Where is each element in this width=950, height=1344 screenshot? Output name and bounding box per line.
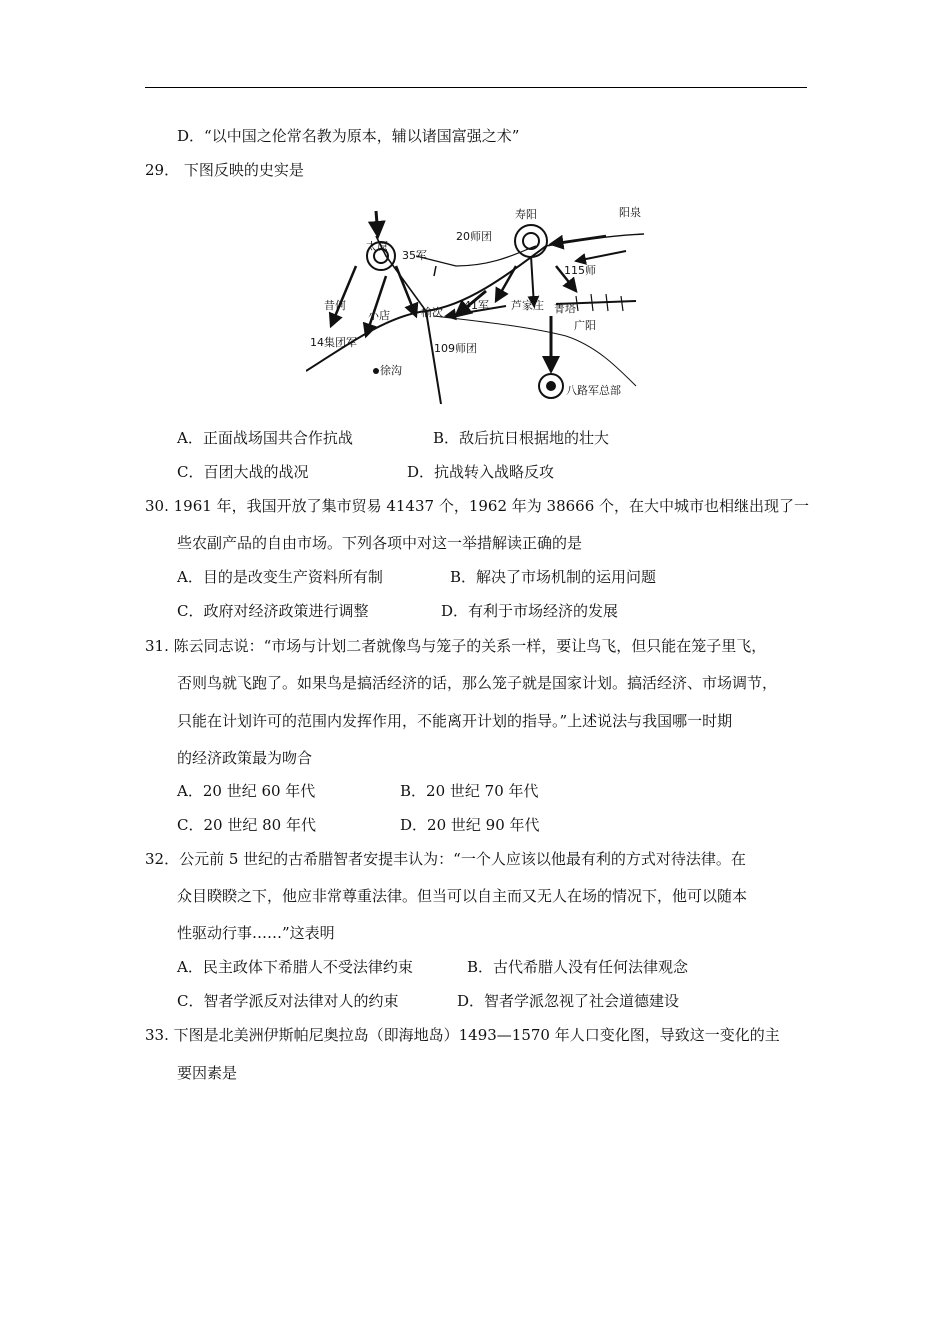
map-label-division20: 20师团	[456, 230, 492, 243]
q30-option-b[interactable]: B．解决了市场机制的运用问题	[450, 568, 657, 586]
q29-battle-map	[306, 196, 644, 404]
q29-option-d[interactable]: D．抗战转入战略反攻	[407, 463, 555, 481]
q31-stem-line3: 只能在计划许可的范围内发挥作用，不能离开计划的指导。”上述说法与我国哪一时期	[177, 712, 733, 730]
map-label-army35: 35军	[402, 249, 427, 262]
map-label-group14: 14集团军	[310, 336, 357, 349]
q31-option-b[interactable]: B．20 世纪 70 年代	[400, 782, 539, 800]
q33-stem-line2: 要因素是	[177, 1064, 238, 1082]
q30-stem-line2: 些农副产品的自由市场。下列各项中对这一举措解读正确的是	[177, 534, 583, 552]
q29-option-a[interactable]: A．正面战场国共合作抗战	[177, 429, 353, 447]
map-label-xihe: 昔何	[324, 299, 346, 312]
q32-option-d[interactable]: D．智者学派忽视了社会道德建设	[457, 992, 680, 1010]
q32-stem-line1: 32．公元前 5 世纪的古希腊智者安提丰认为：“一个人应该以他最有利的方式对待法律。在	[145, 850, 746, 868]
map-label-xiaodian: 小店	[368, 309, 390, 322]
q32-option-b[interactable]: B．古代希腊人没有任何法律观念	[467, 958, 689, 976]
q29-option-b[interactable]: B．敌后抗日根据地的壮大	[433, 429, 610, 447]
q31-option-a[interactable]: A．20 世纪 60 年代	[177, 782, 316, 800]
q30-option-c[interactable]: C．政府对经济政策进行调整	[177, 602, 369, 620]
map-label-taiyuan: 太原	[366, 240, 388, 253]
header-rule	[145, 87, 807, 88]
q32-stem-line3: 性驱动行事……”这表明	[177, 924, 335, 942]
q30-option-d[interactable]: D．有利于市场经济的发展	[441, 602, 619, 620]
q32-stem-line2: 众目睽睽之下，他应非常尊重法律。但当可以自主而又无人在场的情况下，他可以随本	[177, 887, 748, 905]
map-label-division115: 115师	[564, 264, 596, 277]
q29-stem: 29． 下图反映的史实是	[145, 161, 304, 179]
map-label-army41: 41军	[464, 299, 489, 312]
map-label-yuci: 榆次	[421, 306, 443, 319]
q31-option-d[interactable]: D．20 世纪 90 年代	[400, 816, 540, 834]
q31-stem-line4: 的经济政策最为吻合	[177, 749, 313, 767]
q29-option-c[interactable]: C．百团大战的战况	[177, 463, 309, 481]
q32-option-c[interactable]: C．智者学派反对法律对人的约束	[177, 992, 399, 1010]
q28-option-d[interactable]: D．“以中国之伦常名教为原本，辅以诸国富强之术”	[177, 127, 520, 145]
q33-stem-line1: 33. 下图是北美洲伊斯帕尼奥拉岛（即海地岛）1493—1570 年人口变化图，导致这一变化的主	[145, 1026, 780, 1044]
map-label-jingta: 菁塔	[554, 302, 576, 315]
q31-stem-line2: 否则鸟就飞跑了。如果鸟是搞活经济的话，那么笼子就是国家计划。搞活经济、市场调节，	[177, 674, 778, 692]
map-label-xugou: 徐沟	[380, 364, 402, 377]
q31-stem-line1: 31. 陈云同志说：“市场与计划二者就像鸟与笼子的关系一样，要让鸟飞，但只能在笼子里飞，	[145, 637, 767, 655]
map-label-division109: 109师团	[434, 342, 477, 355]
map-label-balujun-hq: 八路军总部	[566, 384, 621, 397]
q31-option-c[interactable]: C．20 世纪 80 年代	[177, 816, 316, 834]
map-label-shouyang: 寿阳	[515, 208, 537, 221]
q30-option-a[interactable]: A．目的是改变生产资料所有制	[177, 568, 383, 586]
q30-stem-line1: 30. 1961 年，我国开放了集市贸易 41437 个，1962 年为 38666 个，在大中城市也相继出现了一	[145, 497, 810, 515]
map-label-luojiazhuang: 芦家庄	[511, 299, 544, 312]
map-label-yangquan: 阳泉	[619, 206, 641, 219]
q32-option-a[interactable]: A．民主政体下希腊人不受法律约束	[177, 958, 413, 976]
map-label-guangyang: 广阳	[574, 319, 596, 332]
